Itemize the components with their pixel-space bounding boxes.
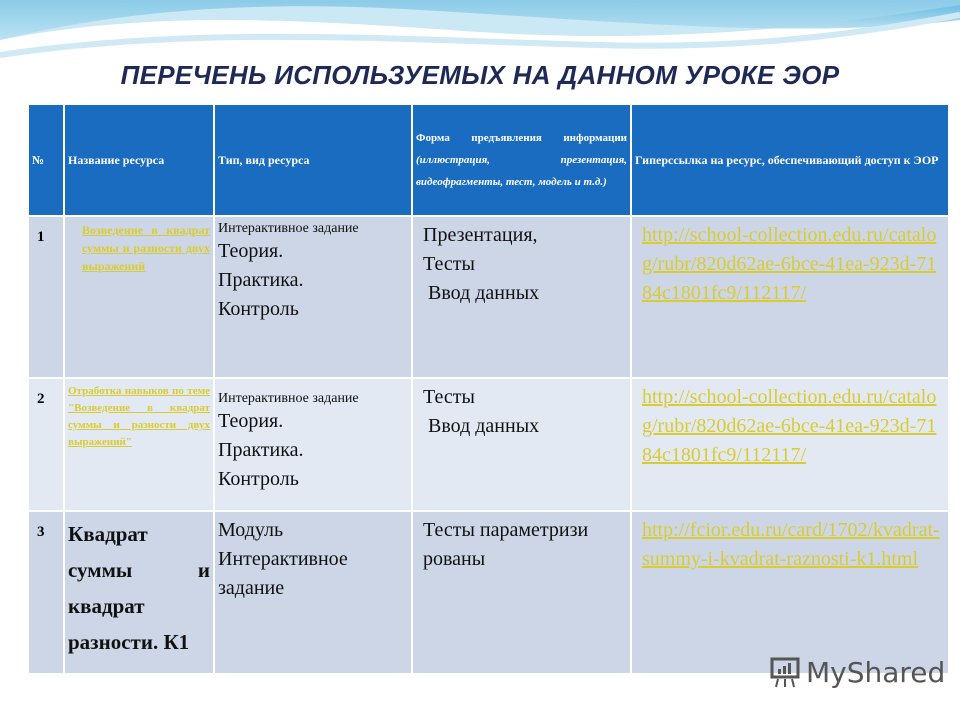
type-cell: Интерактивное задание Теория. Практика. Контроль — [214, 378, 412, 511]
url-cell — [631, 378, 949, 511]
form-cell: Презентация, Тесты Ввод данных — [412, 216, 631, 378]
table-row — [28, 216, 949, 378]
resource-name-link[interactable]: Отработка навыков по теме "Возведение в квадрат суммы и разности двух выражений" — [68, 385, 210, 448]
resource-name-link[interactable]: Возведение в квадрат суммы и разности двух выражений — [82, 223, 210, 273]
resource-name-cell — [64, 216, 214, 378]
header-num: № — [28, 104, 64, 216]
row-number: 1 — [28, 216, 64, 378]
resources-table — [27, 103, 950, 675]
slide-title: ПЕРЕЧЕНЬ ИСПОЛЬЗУЕМЫХ НА ДАННОМ УРОКЕ ЭОР — [120, 60, 840, 90]
header-type: Тип, вид ресурса — [214, 104, 412, 216]
watermark — [768, 655, 945, 689]
header-link: Гиперссылка на ресурс, обеспечивающий доступ к ЭОР — [631, 104, 949, 216]
resource-name: Квадрат суммы и квадрат разности. К1 — [64, 511, 214, 674]
form-cell: Тесты Ввод данных — [412, 378, 631, 511]
resource-url-link[interactable]: http://school-collection.edu.ru/catalog/rubr/820d62ae-6bce-41ea-923d-7184c1801fc9/112117/ — [642, 386, 937, 466]
url-cell — [631, 216, 949, 378]
row-number: 2 — [28, 378, 64, 511]
header-name: Название ресурса — [64, 104, 214, 216]
resource-name-cell — [64, 378, 214, 511]
type-cell: Модуль Интерактивное задание — [214, 511, 412, 674]
table-row — [28, 378, 949, 511]
url-cell — [631, 511, 949, 674]
resource-url-link[interactable]: http://school-collection.edu.ru/catalog/rubr/820d62ae-6bce-41ea-923d-7184c1801fc9/112117/ — [642, 224, 937, 304]
row-number: 3 — [28, 511, 64, 674]
type-cell: Интерактивное задание Теория. Практика. Контроль — [214, 216, 412, 378]
presentation-board-icon — [768, 655, 802, 689]
resource-url-link[interactable]: http://fcior.edu.ru/card/1702/kvadrat-summy-i-kvadrat-raznosti-k1.html — [642, 519, 940, 570]
watermark-text: MyShared — [806, 655, 946, 689]
form-cell: Тесты параметризированы — [412, 511, 631, 674]
header-form: Форма предъявления информации (иллюстрация, презентация, видеофрагменты, тест, модель и т.д.) — [412, 104, 631, 216]
header-row — [28, 104, 949, 216]
table-row — [28, 511, 949, 674]
